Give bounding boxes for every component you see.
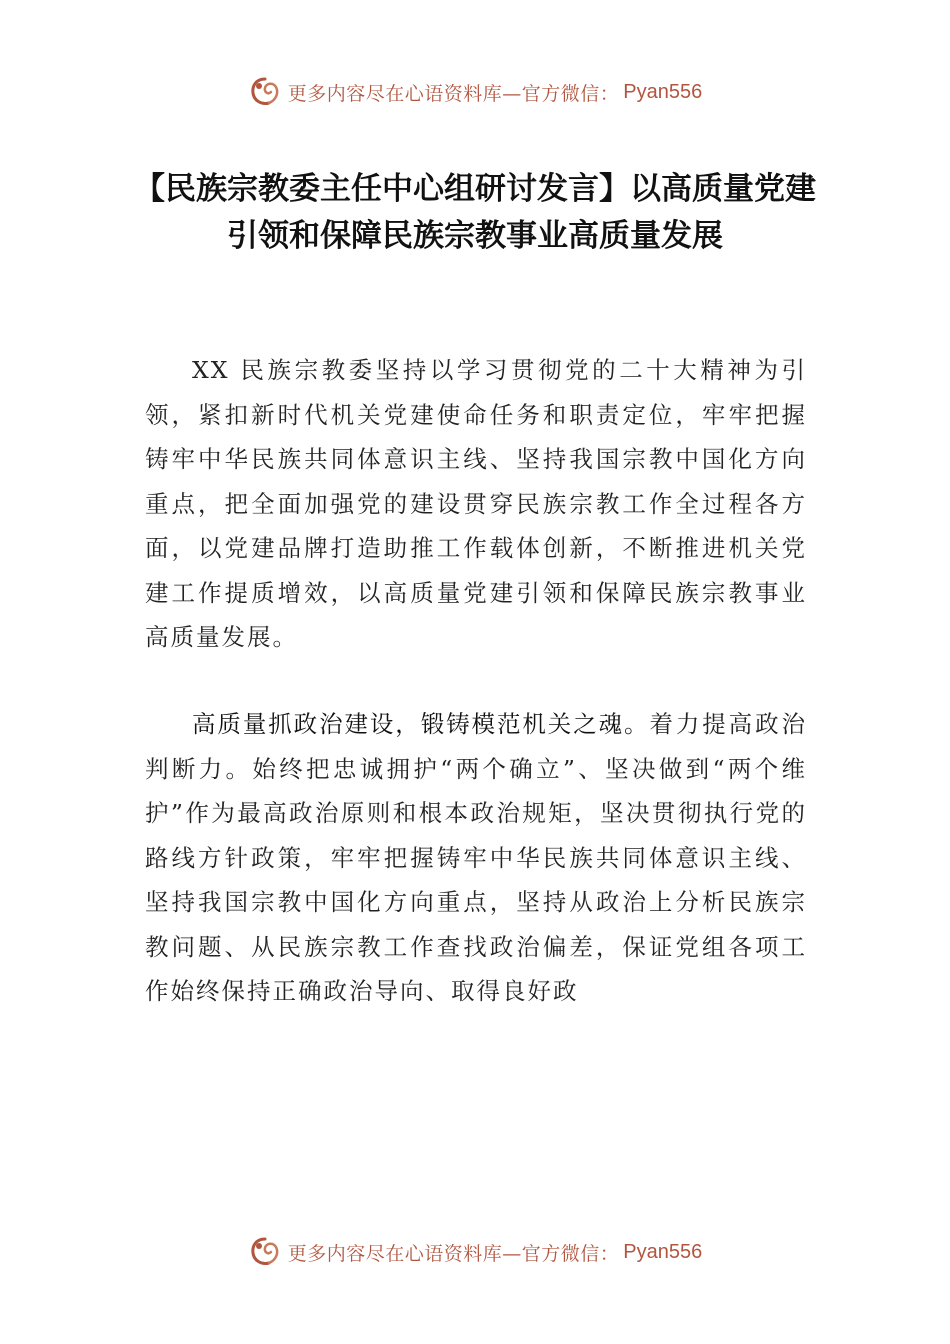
paragraph-political-building [145, 702, 807, 1014]
banner-text: 更多内容尽在心语资料库—官方微信： [287, 1242, 620, 1265]
paragraph-lead-heading: 高质量抓政治建设，锻铸模范机关之魂。 [192, 710, 650, 738]
swirl-logo-icon [248, 1235, 282, 1269]
header-banner [0, 72, 950, 112]
banner-text: 更多内容尽在心语资料库—官方微信： [287, 82, 620, 105]
footer-banner [0, 1232, 950, 1272]
banner-wechat-id: Pyan556 [623, 80, 703, 103]
swirl-logo-icon [248, 75, 282, 109]
paragraph-body: 着力提高政治判断力。始终把忠诚拥护“两个确立”、坚决做到“两个维护”作为最高政治原则和根本政治规矩，坚决贯彻执行党的路线方针政策，牢牢把握铸牢中华民族共同体意识主线、坚持我国宗教中国化方向重点，坚持从政治上分析民族宗教问题、从民族宗教工作查找政治偏差，保证党组各项工作始终保持正确政治导向、取得良好政 [145, 710, 808, 1005]
document-title: 【民族宗教委主任中心组研讨发言】以高质量党建引领和保障民族宗教事业高质量发展 [134, 171, 816, 254]
banner-wechat-id: Pyan556 [623, 1240, 703, 1263]
paragraph-intro: XX 民族宗教委坚持以学习贯彻党的二十大精神为引领，紧扣新时代机关党建使命任务和职责定位，牢牢把握铸牢中华民族共同体意识主线、坚持我国宗教中国化方向重点，把全面加强党的建设贯穿民族宗教工作全过程各方面，以党建品牌打造助推工作载体创新，不断推进机关党建工作提质增效，以高质量党建引领和保障民族宗教事业高质量发展。 [145, 356, 807, 651]
